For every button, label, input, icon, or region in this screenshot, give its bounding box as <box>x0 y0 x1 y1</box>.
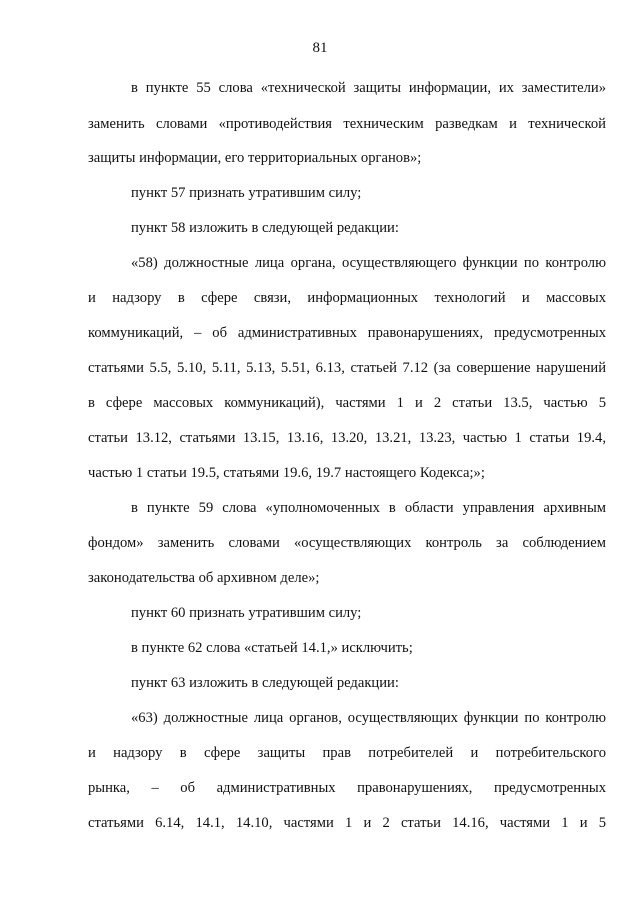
text-line: частью 1 статьи 19.5, статьями 19.6, 19.7 настоящего Кодекса;»; <box>88 465 485 481</box>
text-line: рынка, – об административных правонарушениях, предусмотренных <box>88 780 606 796</box>
text-line: и надзору в сфере связи, информационных технологий и массовых <box>88 290 606 306</box>
text-line: пункт 63 изложить в следующей редакции: <box>131 675 399 691</box>
text-line: фондом» заменить словами «осуществляющих контроль за соблюдением <box>88 535 606 551</box>
text-line: в пункте 62 слова «статьей 14.1,» исключить; <box>131 640 413 656</box>
text-line: и надзору в сфере защиты прав потребителей и потребительского <box>88 745 606 761</box>
text-line: пункт 58 изложить в следующей редакции: <box>131 220 399 236</box>
text-line: пункт 57 признать утратившим силу; <box>131 185 362 201</box>
text-line: защиты информации, его территориальных органов»; <box>88 150 422 166</box>
text-line: заменить словами «противодействия техническим разведкам и технической <box>88 116 606 132</box>
text-line: статьями 6.14, 14.1, 14.10, частями 1 и 2 статьи 14.16, частями 1 и 5 <box>88 815 606 831</box>
text-line: в сфере массовых коммуникаций), частями 1 и 2 статьи 13.5, частью 5 <box>88 395 606 411</box>
text-line: пункт 60 признать утратившим силу; <box>131 605 362 621</box>
text-line: «63) должностные лица органов, осуществляющих функции по контролю <box>131 710 606 726</box>
text-line: «58) должностные лица органа, осуществляющего функции по контролю <box>131 255 606 271</box>
text-line: статьи 13.12, статьями 13.15, 13.16, 13.20, 13.21, 13.23, частью 1 статьи 19.4, <box>88 430 606 446</box>
text-line: в пункте 55 слова «технической защиты информации, их заместители» <box>131 80 606 96</box>
page-number: 81 <box>312 40 328 56</box>
text-line: в пункте 59 слова «уполномоченных в области управления архивным <box>131 500 606 516</box>
text-line: законодательства об архивном деле»; <box>88 570 320 586</box>
text-line: коммуникаций, – об административных правонарушениях, предусмотренных <box>88 325 606 341</box>
text-line: статьями 5.5, 5.10, 5.11, 5.13, 5.51, 6.13, статьей 7.12 (за совершение нарушений <box>88 360 606 376</box>
